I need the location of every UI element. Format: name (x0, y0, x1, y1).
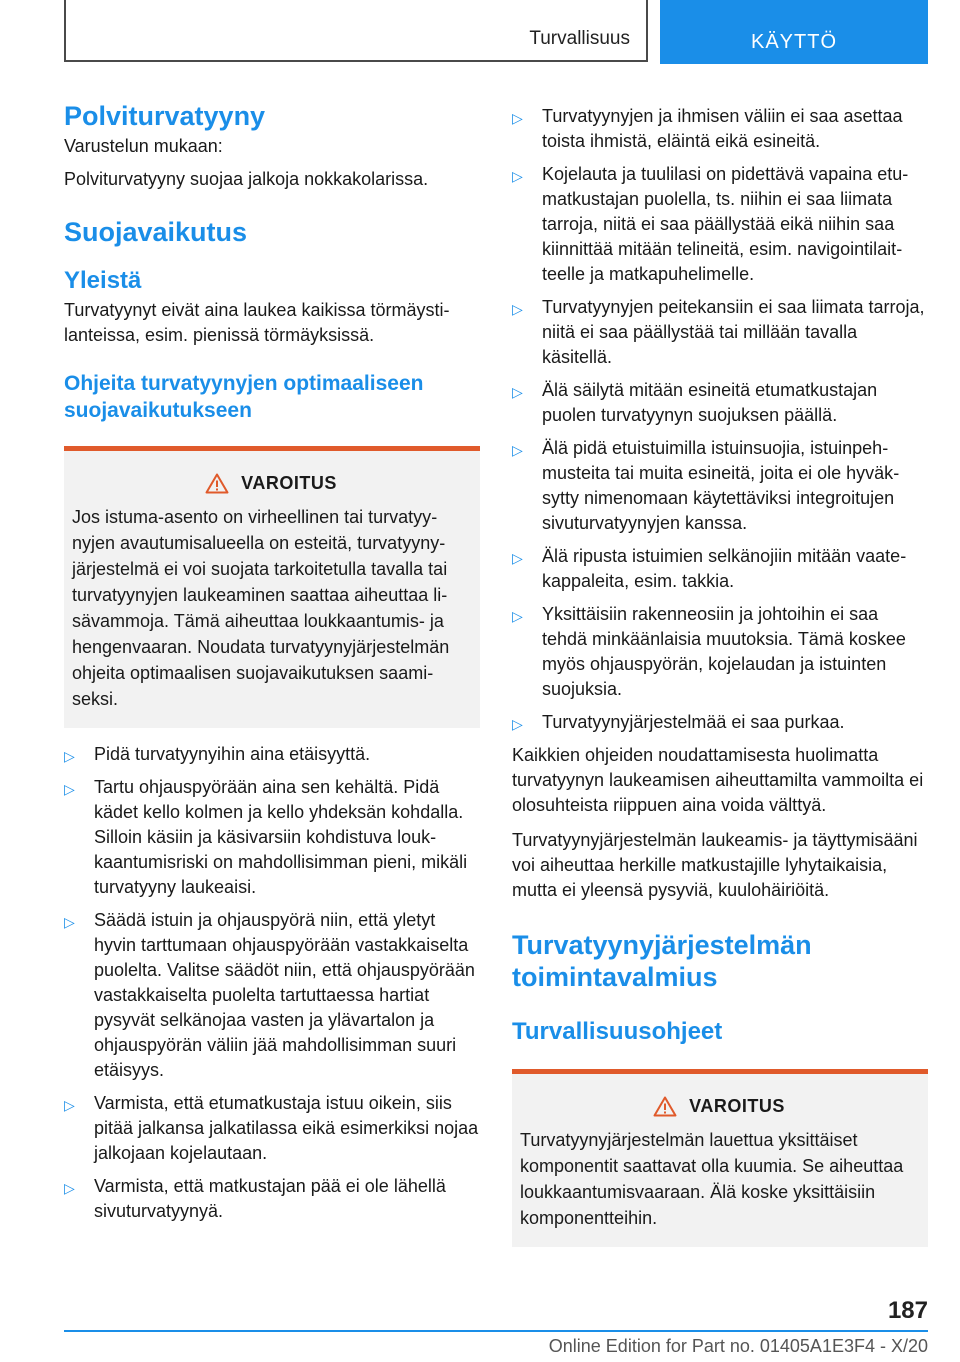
page-header (64, 0, 928, 64)
paragraph-noise-note: Turvatyynyjärjestelmän laukeamis- ja täyttymisääni voi aiheuttaa herkille matkustajille lyhytaikaisia, mutta ei yleensä pysyviä, kuulohäiriöitä. (512, 830, 918, 900)
paragraph-injury-note: Kaikkien ohjeiden noudattamisesta huolimatta turvatyynyn laukeamisen aiheuttamilta vammoilta ei olosuhteista riippuen aina voida välttyä. (512, 745, 924, 815)
warning-text: Turvatyynyjärjestelmän lauettua yksittäiset komponentit saattavat olla kuumia. Se aiheuttaa loukkaantumisvaaraan. Älä koske yksittäisiin komponentteihin. (520, 1130, 904, 1228)
list-item: ▷ Yksittäisiin rakenneosiin ja johtoihin ei saa tehdä minkäänlaisia muutoksia. Tämä koskee myös ohjauspyörän, kojelaudan ja istuinten suojuksia. (512, 604, 906, 699)
section-header-box (64, 0, 648, 62)
warning-label: VAROITUS (689, 1096, 785, 1116)
bullet-triangle-icon: ▷ (512, 168, 523, 184)
bullet-triangle-icon: ▷ (512, 384, 523, 400)
heading-safety: Turvallisuusohjeet (512, 1018, 723, 1045)
page-number: 187 (887, 1297, 928, 1324)
guideline-list-continued (512, 104, 928, 735)
list-item: ▷ Tartu ohjauspyörään aina sen kehältä. Pidä kädet kello kolmen ja kello yhdeksän kohdalla. Silloin käsiin ja käsivarsiin kohdistuva loukkaantumisriski on mahdollisimman pieni, mikäli turvatyyny laukeaisi. (64, 777, 468, 897)
warning-triangle-icon (205, 473, 229, 494)
warning-box (64, 446, 480, 728)
bullet-triangle-icon: ▷ (512, 301, 523, 317)
bullet-triangle-icon: ▷ (512, 716, 523, 732)
warning-title (72, 473, 470, 494)
section-title: Turvallisuus (529, 28, 630, 49)
warning-box (512, 1069, 928, 1247)
bullet-triangle-icon: ▷ (64, 781, 75, 797)
chapter-tab: KÄYTTÖ (660, 0, 928, 64)
heading-knee-airbag: Polviturvatyyny (64, 101, 266, 131)
bullet-triangle-icon: ▷ (64, 1180, 75, 1196)
list-item: ▷ Säädä istuin ja ohjauspyörä niin, että yletyt hyvin tarttumaan ohjauspyörään vastakkaiselta puolelta. Valitse säädöt niin, että ohjauspyörään vastakkaiselta puolelta tartuttaessa hartiat pysyvät selkänojaa vasten ja ylävartalon ja ohjauspyörän väliin jää mahdollisimman suuri etäisyys. (64, 910, 475, 1080)
warning-title (520, 1096, 918, 1117)
heading-guidelines: Ohjeita turvatyynyjen optimaaliseen suojavaikutukseen (64, 372, 424, 422)
footer-divider (64, 1330, 928, 1332)
list-item: ▷ Turvatyynyjärjestelmää ei saa purkaa. (512, 710, 928, 735)
bullet-triangle-icon: ▷ (64, 1097, 75, 1113)
bullet-triangle-icon: ▷ (512, 550, 523, 566)
general-text: Turvatyynyt eivät aina laukea kaikissa törmäystilanteissa, esim. pienissä törmäyksissä. (64, 300, 450, 345)
footer-edition: Online Edition for Part no. 01405A1E3F4 - X/20 (548, 1336, 928, 1356)
bullet-triangle-icon: ▷ (64, 748, 75, 764)
bullet-triangle-icon: ▷ (64, 914, 75, 930)
warning-triangle-icon (653, 1096, 677, 1117)
heading-general: Yleistä (64, 267, 142, 294)
bullet-triangle-icon: ▷ (512, 608, 523, 624)
list-item: ▷ Älä ripusta istuimien selkänojiin mitään vaatekappaleita, esim. takkia. (512, 546, 907, 591)
left-column (64, 100, 480, 1232)
list-item: ▷ Turvatyynyjen peitekansiin ei saa liimata tarroja, niitä ei saa päällystää tai millään tavalla käsitellä. (512, 297, 925, 367)
knee-airbag-text: Polviturvatyyny suojaa jalkoja nokkakolarissa. (64, 169, 429, 189)
bullet-triangle-icon: ▷ (512, 442, 523, 458)
warning-text: Jos istuma-asento on virheellinen tai turvatyynyjen avautumisalueella on esteitä, turvatyynyjärjestelmä ei voi suojata tarkoitetulla tavalla tai turvatyynyjen laukeaminen saattaa aiheuttaa lisävammoja. Tämä aiheuttaa loukkaantumis- ja hengenvaaran. Noudata turvatyynyjärjestelmän ohjeita optimaalisen suojavaikutuksen saamiseksi. (72, 507, 450, 709)
list-item: ▷ Pidä turvatyynyihin aina etäisyyttä. (64, 742, 480, 767)
right-column (512, 104, 928, 1247)
heading-protection: Suojavaikutus (64, 217, 248, 247)
equipment-note: Varustelun mukaan: (64, 136, 223, 156)
list-item: ▷ Älä säilytä mitään esineitä etumatkustajan puolen turvatyynyn suojuksen päällä. (512, 380, 878, 425)
list-item: ▷ Kojelauta ja tuulilasi on pidettävä vapaina etumatkustajan puolella, ts. niihin ei saa liimata tarroja, niitä ei saa päällystää eikä niihin saa kiinnittää mitään telineitä, esim. navigointilaitteelle ja matkapuhelimelle. (512, 164, 909, 284)
list-item: ▷ Älä pidä etuistuimilla istuinsuojia, istuinpehmusteita tai muita esineitä, joita ei ole hyväksytty nimenomaan käytettäviksi integroitujen sivuturvatyynyjen kanssa. (512, 438, 900, 533)
list-item: ▷ Varmista, että matkustajan pää ei ole lähellä sivuturvatyynyä. (64, 1176, 446, 1221)
bullet-triangle-icon: ▷ (512, 110, 523, 126)
heading-readiness: Turvatyynyjärjestelmän toimintavalmius (512, 930, 812, 992)
warning-label: VAROITUS (241, 473, 337, 493)
guideline-list (64, 742, 480, 1224)
list-item: ▷ Turvatyynyjen ja ihmisen väliin ei saa asettaa toista ihmistä, eläintä eikä esineitä. (512, 106, 903, 151)
list-item: ▷ Varmista, että etumatkustaja istuu oikein, siis pitää jalkansa jalkatilassa eikä esimerkiksi nojaa jalkojaan kojelautaan. (64, 1093, 479, 1163)
